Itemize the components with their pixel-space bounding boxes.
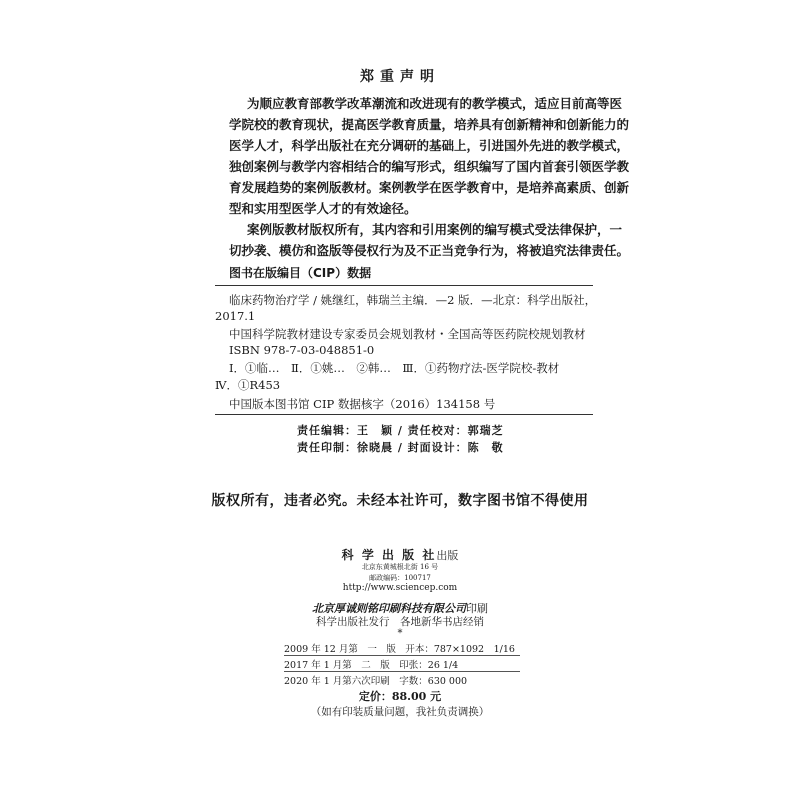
publisher-name: 科 学 出 版 社	[341, 548, 437, 562]
cip-line: Ⅳ．①R453	[215, 378, 281, 392]
editors-line: 责任编辑：王 颖 / 责任校对：郭瑞芝	[297, 424, 504, 437]
statement-para1-line: 医学人才，科学出版社在充分调研的基础上，引进国外先进的教学模式，	[229, 138, 630, 153]
publisher-suffix: 出版	[436, 549, 459, 562]
statement-para1-line: 独创案例与教学内容相结合的编写形式，组织编写了国内首套引领医学教	[229, 159, 630, 174]
edition-line: 2020 年 1 月第六次印刷 字数：630 000	[284, 676, 468, 687]
distribution-line: 科学出版社发行 各地新华书店经销	[316, 616, 484, 628]
price: 定价：88.00 元	[358, 690, 442, 703]
publisher-postcode: 邮政编码：100717	[369, 574, 431, 582]
statement-para2-line: 切抄袭、模仿和盗版等侵权行为及不正当竞争行为，将被追究法律责任。	[229, 243, 630, 258]
star-separator: *	[397, 628, 403, 639]
cip-check-number: 中国版本图书馆 CIP 数据核字（2016）134158 号	[229, 397, 496, 411]
statement-para1-line: 为顺应教育部教学改革潮流和改进现有的教学模式，适应目前高等医	[247, 96, 623, 111]
cip-line: Ⅰ．①临… Ⅱ．①姚… ②韩… Ⅲ．①药物疗法-医学院校-教材	[229, 361, 560, 375]
statement-para1-line: 学院校的教育现状，提高医学教育质量，培养具有创新精神和创新能力的	[229, 117, 630, 132]
statement-title: 郑重声明	[360, 69, 440, 85]
edition-rule	[284, 655, 520, 656]
statement-para2-line: 案例版教材版权所有，其内容和引用案例的编写模式受法律保护，一	[247, 222, 623, 237]
publisher-line	[0, 544, 800, 563]
printer-name: 北京厚诚则铭印刷科技有限公司	[312, 602, 466, 615]
cip-line: 2017.1	[215, 309, 256, 323]
statement-para1-line: 型和实用型医学人才的有效途径。	[229, 201, 417, 216]
edition-line: 2017 年 1 月第 二 版 印张：26 1/4	[284, 660, 459, 671]
cip-top-rule	[215, 285, 593, 286]
cip-heading: 图书在版编目（CIP）数据	[229, 266, 372, 280]
statement-para1-line: 育发展趋势的案例版教材。案例教学在医学教育中，是培养高素质、创新	[229, 180, 630, 195]
cip-line: 中国科学院教材建设专家委员会规划教材・全国高等医药院校规划教材	[229, 327, 586, 341]
edition-rule	[284, 671, 520, 672]
printer-suffix: 印刷	[466, 602, 488, 615]
edition-line: 2009 年 12 月第 一 版 开本：787×1092 1/16	[284, 644, 515, 655]
editors-line: 责任印制：徐晓晨 / 封面设计：陈 敬	[297, 441, 504, 454]
cip-bottom-rule	[215, 414, 593, 415]
cip-line: ISBN 978-7-03-048851-0	[229, 343, 375, 357]
cip-line: 临床药物治疗学 / 姚继红，韩瑞兰主编．—2 版．—北京：科学出版社，	[229, 293, 597, 307]
publisher-website: http://www.sciencep.com	[342, 583, 458, 593]
publisher-address: 北京东黄城根北街 16 号	[361, 563, 439, 571]
quality-note: （如有印装质量问题，我社负责调换）	[310, 706, 490, 718]
copyright-notice: 版权所有，违者必究。未经本社许可，数字图书馆不得使用	[211, 493, 589, 509]
